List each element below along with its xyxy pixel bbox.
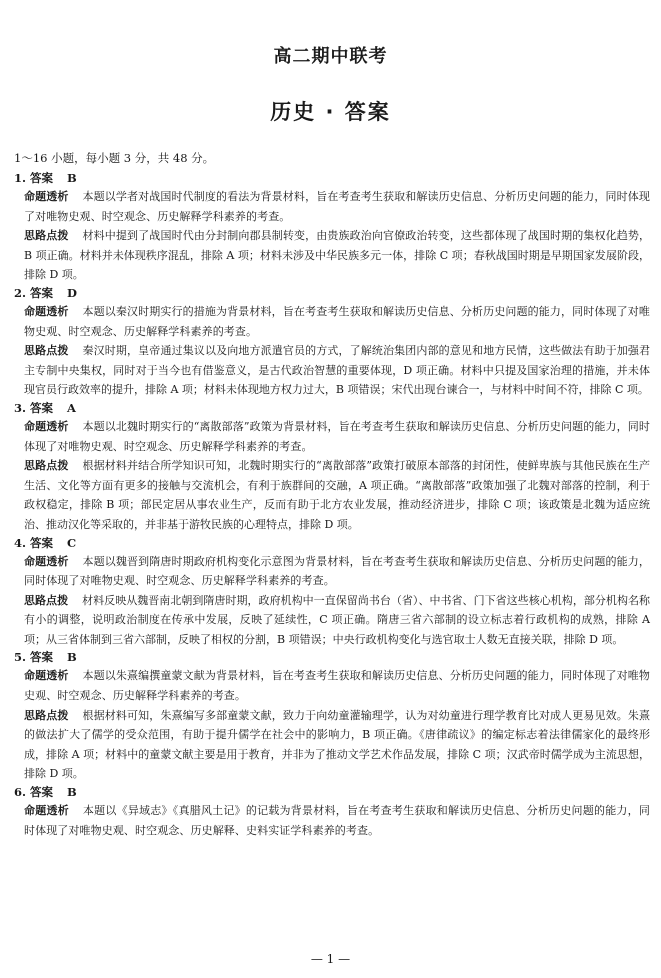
question-1	[14, 170, 650, 285]
question-5	[14, 649, 650, 784]
answer-word: 答案	[30, 171, 54, 185]
analysis-label: 命题透析	[24, 669, 69, 683]
analysis-text: 本题以学者对战国时代制度的看法为背景材料，旨在考查考生获取和解读历史信息、分析历史问题的能力，同时体现了对唯物史观、时空观念、历史解释学科素养的考查。	[24, 190, 650, 223]
question-number: 2.	[14, 285, 27, 300]
analysis-paragraph	[14, 187, 650, 226]
question-number: 1.	[14, 171, 27, 185]
question-number: 4.	[14, 535, 27, 550]
analysis-paragraph	[14, 302, 650, 341]
answer-letter: B	[67, 650, 77, 665]
analysis-label: 命题透析	[24, 419, 69, 433]
analysis-label: 命题透析	[24, 304, 69, 318]
analysis-label: 命题透析	[24, 190, 69, 203]
question-number: 6.	[14, 785, 27, 800]
answer-letter: D	[67, 285, 77, 300]
hint-text: 材料反映从魏晋南北朝到隋唐时期，政府机构中一直保留尚书台（省）、中书省、门下省这些核心机构，部分机构名称有小的调整，说明政治制度在传承中发展，反映了延续性，C 项正确。隋唐三省六部制的设立标志着行政机构的成熟，排除 A 项；从三省体制到三省六部制，反映了相权的分割，B 项错误；中央行政机构变化与选官取士人数无直接关联，排除 D 项。	[24, 593, 650, 646]
answer-word: 答案	[30, 535, 54, 550]
hint-paragraph	[14, 341, 650, 400]
hint-text: 根据材料并结合所学知识可知，北魏时期实行的“离散部落”政策打破原本部落的封闭性，使鲜卑族与其他民族在生产生活、文化等方面有更多的接触与交流机会，有利于族群间的交融，A 项正确。“离散部落”政策加强了北魏对部落的控制，利于政权稳定，排除 B 项；部民定居从事农业生产，反而有助于北方农业发展，推动经济进步，排除 C 项；该政策是北魏为适应统治、推动汉化等采取的，并非基于游牧民族的心理特点，排除 D 项。	[24, 459, 651, 531]
exam-title: 高二期中联考	[273, 46, 388, 67]
hint-label: 思路点拨	[24, 593, 69, 607]
hint-label: 思路点拨	[24, 344, 69, 358]
hint-label: 思路点拨	[24, 708, 69, 722]
answer-letter: A	[67, 400, 76, 415]
analysis-text: 本题以秦汉时期实行的措施为背景材料，旨在考查考生获取和解读历史信息、分析历史问题的能力，同时体现了对唯物史观、时空观念、历史解释学科素养的考查。	[24, 304, 650, 338]
analysis-paragraph	[14, 417, 650, 456]
question-4	[14, 535, 650, 650]
hint-text: 材料中提到了战国时代由分封制向郡县制转变，由贵族政治向官僚政治转变，这些都体现了战国时期的集权化趋势，B 项正确。材料并未体现秩序混乱，排除 A 项；材料未涉及中华民族多元一体，排除 C 项；春秋战国时期是早期国家发展阶段，排除 D 项。	[24, 229, 651, 282]
hint-paragraph	[14, 226, 650, 285]
analysis-text: 本题以朱熹编撰童蒙文献为背景材料，旨在考查考生获取和解读历史信息、分析历史问题的能力，同时体现了对唯物史观、时空观念、历史解释学科素养的考查。	[24, 669, 650, 703]
analysis-text: 本题以北魏时期实行的“离散部落”政策为背景材料，旨在考查考生获取和解读历史信息、分析历史问题的能力，同时体现了对唯物史观、时空观念、历史解释学科素养的考查。	[24, 419, 650, 453]
answer-letter: B	[67, 785, 77, 800]
page-number: — 1 —	[310, 952, 351, 966]
question-header	[14, 649, 650, 666]
answer-word: 答案	[30, 785, 54, 800]
hint-text: 根据材料可知，朱熹编写多部童蒙文献，致力于向幼童灌输理学，认为对幼童进行理学教育比对成人更易见效。朱熹的做法扩大了儒学的受众范围，有助于提升儒学在社会中的影响力，B 项正确。《唐律疏议》的编定标志着法律儒家化的最终形成，排除 A 项；材料中的童蒙文献主要是用于教育，并非为了推动文学艺术作品发展，排除 C 项；汉武帝时儒学成为主流思想，排除 D 项。	[24, 708, 651, 781]
analysis-paragraph	[14, 801, 650, 840]
answer-list	[14, 170, 650, 840]
answer-word: 答案	[30, 650, 54, 665]
analysis-label: 命题透析	[24, 554, 69, 568]
question-header	[14, 535, 650, 552]
answer-word: 答案	[30, 400, 54, 415]
analysis-paragraph	[14, 666, 650, 705]
subject-title: 历史 · 答案	[270, 100, 391, 124]
hint-paragraph	[14, 706, 650, 784]
answer-letter: C	[67, 535, 77, 550]
question-number: 5.	[14, 650, 27, 665]
question-6	[14, 784, 650, 840]
question-header	[14, 285, 650, 302]
hint-text: 秦汉时期，皇帝通过集议以及向地方派遣官员的方式，了解统治集团内部的意见和地方民情，这些做法有助于加强君主专制中央集权，同时对于当今也有借鉴意义，是古代政治智慧的重要体现，D 项正确。材料中只提及国家治理的措施，并未体现官员行政效率的提升，排除 A 项；材料未体现地方权力过大，B 项错误；宋代出现台谏合一，与材料中时间不符，排除 C 项。	[24, 344, 651, 397]
answer-letter: B	[67, 171, 77, 185]
section-intro: 1～16 小题，每小题 3 分，共 48 分。	[14, 151, 215, 165]
question-header	[14, 400, 650, 417]
question-header	[14, 784, 650, 801]
hint-label: 思路点拨	[24, 459, 69, 473]
hint-paragraph	[14, 591, 650, 650]
analysis-paragraph	[14, 552, 650, 591]
question-number: 3.	[14, 400, 27, 415]
analysis-label: 命题透析	[24, 804, 69, 818]
answer-word: 答案	[30, 285, 54, 300]
question-3	[14, 400, 650, 535]
analysis-text: 本题以魏晋到隋唐时期政府机构变化示意图为背景材料，旨在考查考生获取和解读历史信息、分析历史问题的能力，同时体现了对唯物史观、时空观念、历史解释学科素养的考查。	[24, 554, 650, 588]
hint-label: 思路点拨	[24, 229, 69, 243]
question-header	[14, 170, 650, 187]
analysis-text: 本题以《异域志》《真腊风土记》的记载为背景材料，旨在考查考生获取和解读历史信息、分析历史问题的能力，同时体现了对唯物史观、时空观念、历史解释、史料实证学科素养的考查。	[24, 804, 650, 837]
hint-paragraph	[14, 456, 650, 534]
question-2	[14, 285, 650, 400]
